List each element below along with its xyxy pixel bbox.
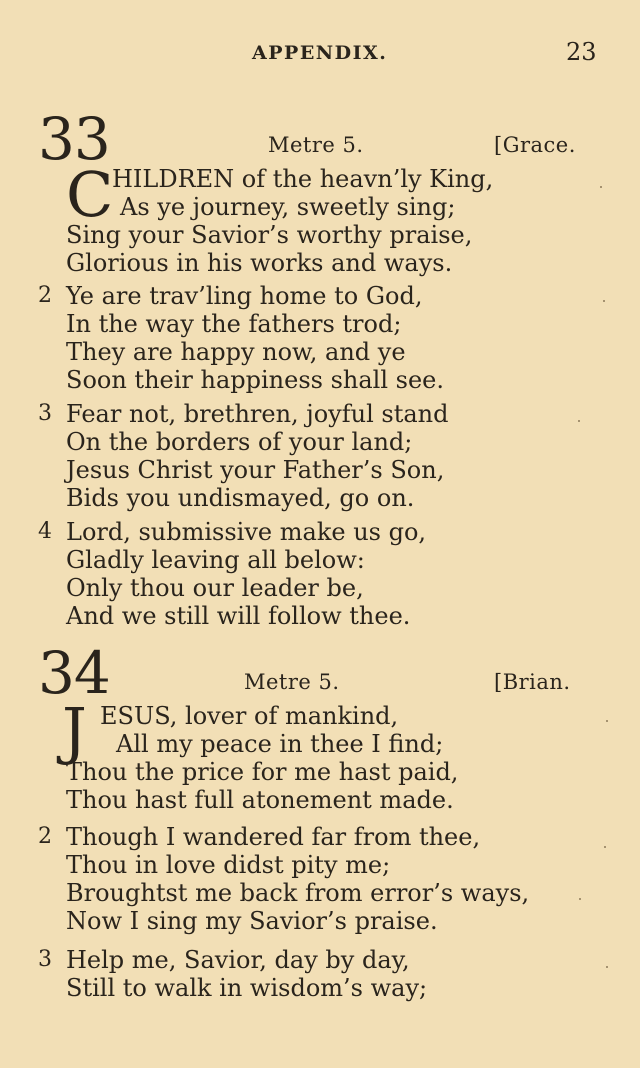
hymn-number: 34 [38, 639, 110, 707]
verse-number: 2 [38, 824, 52, 849]
hymn-line: All my peace in thee I find; [116, 730, 444, 758]
running-header: APPENDIX. [252, 42, 388, 64]
hymn-line: Lord, submissive make us go, [66, 518, 427, 546]
hymn-line: Thou the price for me hast paid, [66, 758, 459, 786]
hymn-line: Only thou our leader be, [66, 574, 364, 602]
hymn-tune: [Brian. [494, 670, 571, 694]
hymn-line: ESUS, lover of mankind, [100, 702, 399, 730]
paper-speck [606, 966, 608, 968]
verse-number: 4 [38, 519, 52, 544]
hymn-line: HILDREN of the heavn’ly King, [112, 165, 494, 193]
paper-speck [600, 186, 602, 188]
hymn-line: Bids you undismayed, go on. [66, 484, 415, 512]
paper-speck [604, 846, 606, 848]
verse-number: 2 [38, 283, 52, 308]
hymn-line: Sing your Savior’s worthy praise, [66, 221, 473, 249]
hymn-line: Soon their happiness shall see. [66, 366, 445, 394]
hymn-line: Now I sing my Savior’s praise. [66, 907, 438, 935]
hymn-line: Broughtst me back from error’s ways, [66, 879, 530, 907]
hymn-line: In the way the fathers trod; [66, 310, 402, 338]
hymn-line: Though I wandered far from thee, [66, 823, 481, 851]
drop-cap: J [62, 694, 87, 767]
hymn-line: As ye journey, sweetly sing; [120, 193, 456, 221]
hymn-line: Jesus Christ your Father’s Son, [66, 456, 445, 484]
hymn-metre: Metre 5. [244, 670, 340, 694]
page-number: 23 [566, 38, 597, 66]
paper-speck [579, 898, 581, 900]
hymn-line: Gladly leaving all below: [66, 546, 365, 574]
hymn-number: 33 [38, 105, 110, 173]
hymn-line: And we still will follow thee. [66, 602, 411, 630]
paper-speck [578, 420, 580, 422]
hymn-line: Fear not, brethren, joyful stand [66, 400, 449, 428]
hymn-line: Help me, Savior, day by day, [66, 946, 410, 974]
verse-number: 3 [38, 947, 52, 972]
hymn-line: Thou hast full atonement made. [66, 786, 454, 814]
hymn-line: Thou in love didst pity me; [66, 851, 391, 879]
paper-speck [606, 720, 608, 722]
hymn-line: They are happy now, and ye [66, 338, 406, 366]
drop-cap: C [66, 158, 114, 231]
hymn-tune: [Grace. [494, 133, 576, 157]
paper-speck [603, 300, 605, 302]
hymn-line: Ye are trav’ling home to God, [66, 282, 423, 310]
hymn-line: Glorious in his works and ways. [66, 249, 453, 277]
hymn-line: On the borders of your land; [66, 428, 413, 456]
hymn-line: Still to walk in wisdom’s way; [66, 974, 428, 1002]
hymn-metre: Metre 5. [268, 133, 364, 157]
verse-number: 3 [38, 401, 52, 426]
